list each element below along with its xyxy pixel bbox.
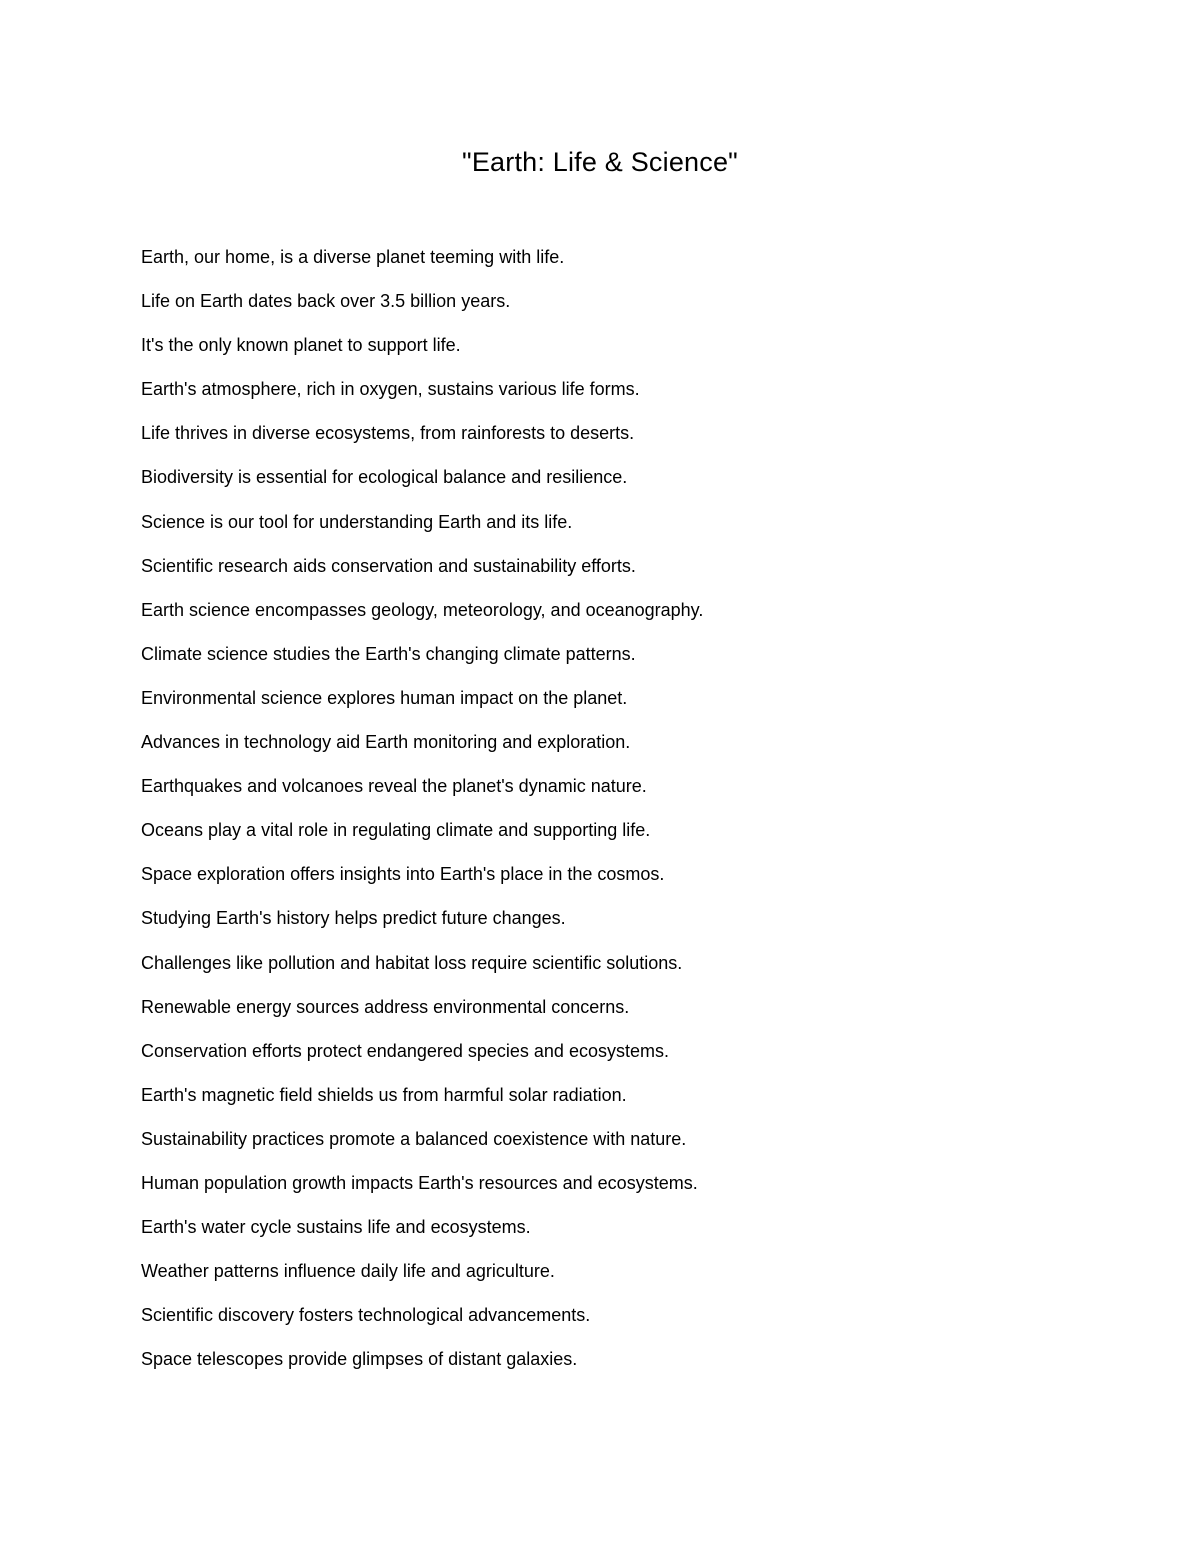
document-line: Environmental science explores human impact on the planet. — [141, 687, 628, 708]
document-line: Challenges like pollution and habitat loss require scientific solutions. — [141, 952, 683, 973]
document-line: Science is our tool for understanding Earth and its life. — [141, 511, 573, 532]
document-lines — [141, 244, 1121, 1390]
document-line: Life on Earth dates back over 3.5 billion years. — [141, 291, 511, 312]
document-line: Space exploration offers insights into Earth's place in the cosmos. — [141, 864, 665, 885]
document-line: Sustainability practices promote a balanced coexistence with nature. — [141, 1128, 687, 1149]
document-line: Earth's atmosphere, rich in oxygen, sustains various life forms. — [141, 379, 640, 400]
document-line: Climate science studies the Earth's changing climate patterns. — [141, 643, 636, 664]
document-line: Scientific discovery fosters technological advancements. — [141, 1305, 591, 1326]
document-line: Advances in technology aid Earth monitoring and exploration. — [141, 732, 631, 753]
document-line: Conservation efforts protect endangered species and ecosystems. — [141, 1040, 669, 1061]
document-line: Earth's water cycle sustains life and ecosystems. — [141, 1217, 531, 1238]
document-line: Earth's magnetic field shields us from harmful solar radiation. — [141, 1084, 627, 1105]
document-line: Space telescopes provide glimpses of distant galaxies. — [141, 1349, 578, 1370]
document-line: Oceans play a vital role in regulating climate and supporting life. — [141, 820, 651, 841]
document-line: Life thrives in diverse ecosystems, from rainforests to deserts. — [141, 423, 635, 444]
document-line: Scientific research aids conservation and sustainability efforts. — [141, 555, 636, 576]
document-line: Human population growth impacts Earth's resources and ecosystems. — [141, 1172, 698, 1193]
document-line: Biodiversity is essential for ecological balance and resilience. — [141, 467, 628, 488]
document-line: Earthquakes and volcanoes reveal the planet's dynamic nature. — [141, 776, 647, 797]
document-line: Weather patterns influence daily life and agriculture. — [141, 1261, 555, 1282]
document-line: It's the only known planet to support life. — [141, 335, 461, 356]
document-title: "Earth: Life & Science" — [462, 147, 738, 177]
document-line: Studying Earth's history helps predict future changes. — [141, 908, 566, 929]
document-line: Earth, our home, is a diverse planet teeming with life. — [141, 247, 565, 267]
document-line: Earth science encompasses geology, meteorology, and oceanography. — [141, 599, 704, 620]
document-line: Renewable energy sources address environmental concerns. — [141, 996, 630, 1017]
